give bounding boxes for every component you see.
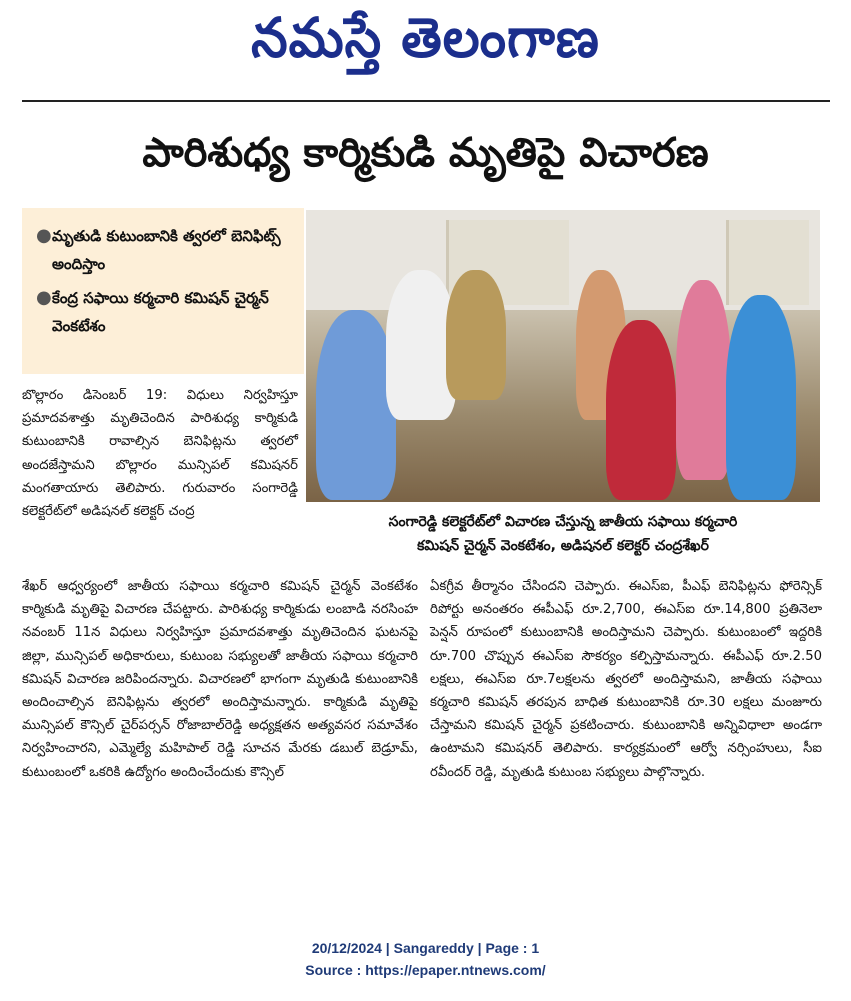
caption-line: సంగారెడ్డి కలెక్టరేట్‌లో విచారణ చేస్తున్న జాతీయ సఫాయి కర్మచారి	[388, 514, 738, 530]
bullet-icon: ●	[36, 225, 52, 246]
footer-source: Source : https://epaper.ntnews.com/	[305, 962, 546, 978]
masthead-title: నమస్తే తెలంగాణ	[251, 6, 600, 70]
highlights-box	[22, 208, 304, 374]
highlight-text: మృతుడి కుటుంబానికి త్వరలో బెనిఫిట్స్ అందిస్తాం	[52, 227, 281, 273]
photo-person	[726, 295, 796, 500]
news-photo	[306, 210, 820, 502]
headline: పారిశుధ్య కార్మికుడి మృతిపై విచారణ	[142, 130, 709, 176]
photo-curtain	[726, 220, 809, 305]
highlight-item	[36, 222, 296, 278]
highlight-item	[36, 284, 296, 340]
photo-person	[676, 280, 731, 480]
caption-line: కమిషన్ చైర్మన్ వెంకటేశం, అడిషనల్ కలెక్టర్ చంద్రశేఖర్	[417, 538, 709, 554]
footer-dateline: 20/12/2024 | Sangareddy | Page : 1	[311, 940, 540, 956]
article-paragraph: శేఖర్ ఆధ్వర్యంలో జాతీయ సఫాయి కర్మచారి కమిషన్ చైర్మన్ వెంకటేశం కార్మికుడి మృతిపై విచారణ చేపట్టారు. పారిశుధ్య కార్మికుడు లంబాడి నరసింహ నవంబర్ 11న విధులు నిర్వహిస్తూ ప్రమాదవశాత్తు మృతిచెందిన ఘటనపై జిల్లా, మున్సిపల్ అధికారులు, కుటుంబ సభ్యులతో జాతీయ సఫాయి కర్మచారి కమిషన్ విచారణ జరిపిందన్నారు. విచారణలో భాగంగా మృతుడి కుటుంబానికి అందించాల్సిన బెనిఫిట్లను త్వరలో అందిస్తామన్నారు. కార్మికుడి మృతిపై మున్సిపల్ కౌన్సిల్ చైర్‌పర్సన్ రోజాబాల్‌రెడ్డి అధ్యక్షతన అత్యవసర సమావేశం నిర్వహించారని, ఎమ్మెల్యే మహిపాల్ రెడ్డి సూచన మేరకు డబుల్ బెడ్రూమ్, కుటుంబంలో ఒకరికి ఉద్యోగం అందించేందుకు కౌన్సిల్	[22, 579, 418, 780]
article-column-2	[430, 575, 822, 784]
bullet-icon: ●	[36, 287, 52, 308]
photo-person	[446, 270, 506, 400]
article-paragraph: ఏకగ్రీవ తీర్మానం చేసిందని చెప్పారు. ఈఎస్ఐ, పీఎఫ్ బెనిఫిట్లను ఫోరెన్సిక్ రిపోర్టు అనంతరం ఈపీఎఫ్ రూ.2,700, ఈఎస్ఐ రూ.14,800 ప్రతినెలా పెన్షన్ రూపంలో కుటుంబానికి అందిస్తామని చెప్పారు. కుటుంబంలో ఇద్దరికి రూ.700 చొప్పున ఈఎస్ఐ సౌకర్యం కల్పిస్తామన్నారు. ఈపీఎఫ్ రూ.2.50 లక్షలు, ఈఎస్ఐ రూ.7లక్షలను త్వరలో అందిస్తామని, జాతీయ సఫాయి కర్మచారి కమిషన్ తరపున బాధిత కుటుంబానికి రూ.30 లక్షలు మంజూరు చేస్తామని కమిషన్ చైర్మన్ ప్రకటించారు. కుటుంబానికి అన్నివిధాలా అండగా ఉంటామని కమిషనర్ తెలిపారు. కార్యక్రమంలో ఆర్వో నర్సింహులు, సీఐ రవీందర్ రెడ్డి, మృతుడి కుటుంబ సభ్యులు పాల్గొన్నారు.	[430, 579, 822, 780]
photo-person	[316, 310, 396, 500]
article-paragraph: బొల్లారం డిసెంబర్ 19: విధులు నిర్వహిస్తూ ప్రమాదవశాత్తు మృతిచెందిన పారిశుధ్య కార్మికుడి కుటుంబానికి రావాల్సిన బెనిఫిట్లను త్వరలో అందజేస్తామని బొల్లారం మున్సిపల్ కమిషనర్ మంగతాయారు తెలిపారు. గురువారం సంగారెడ్డి కలెక్టరేట్‌లో అడిషనల్ కలెక్టర్ చంద్ర	[22, 388, 298, 520]
newspaper-masthead	[0, 0, 851, 90]
photo-person	[606, 320, 676, 500]
article-intro	[22, 384, 298, 523]
highlight-text: కేంద్ర సఫాయి కర్మచారి కమిషన్ చైర్మన్ వెంకటేశం	[52, 289, 269, 335]
article-column-1	[22, 575, 418, 784]
masthead-rule	[22, 100, 830, 102]
photo-caption	[306, 504, 820, 574]
